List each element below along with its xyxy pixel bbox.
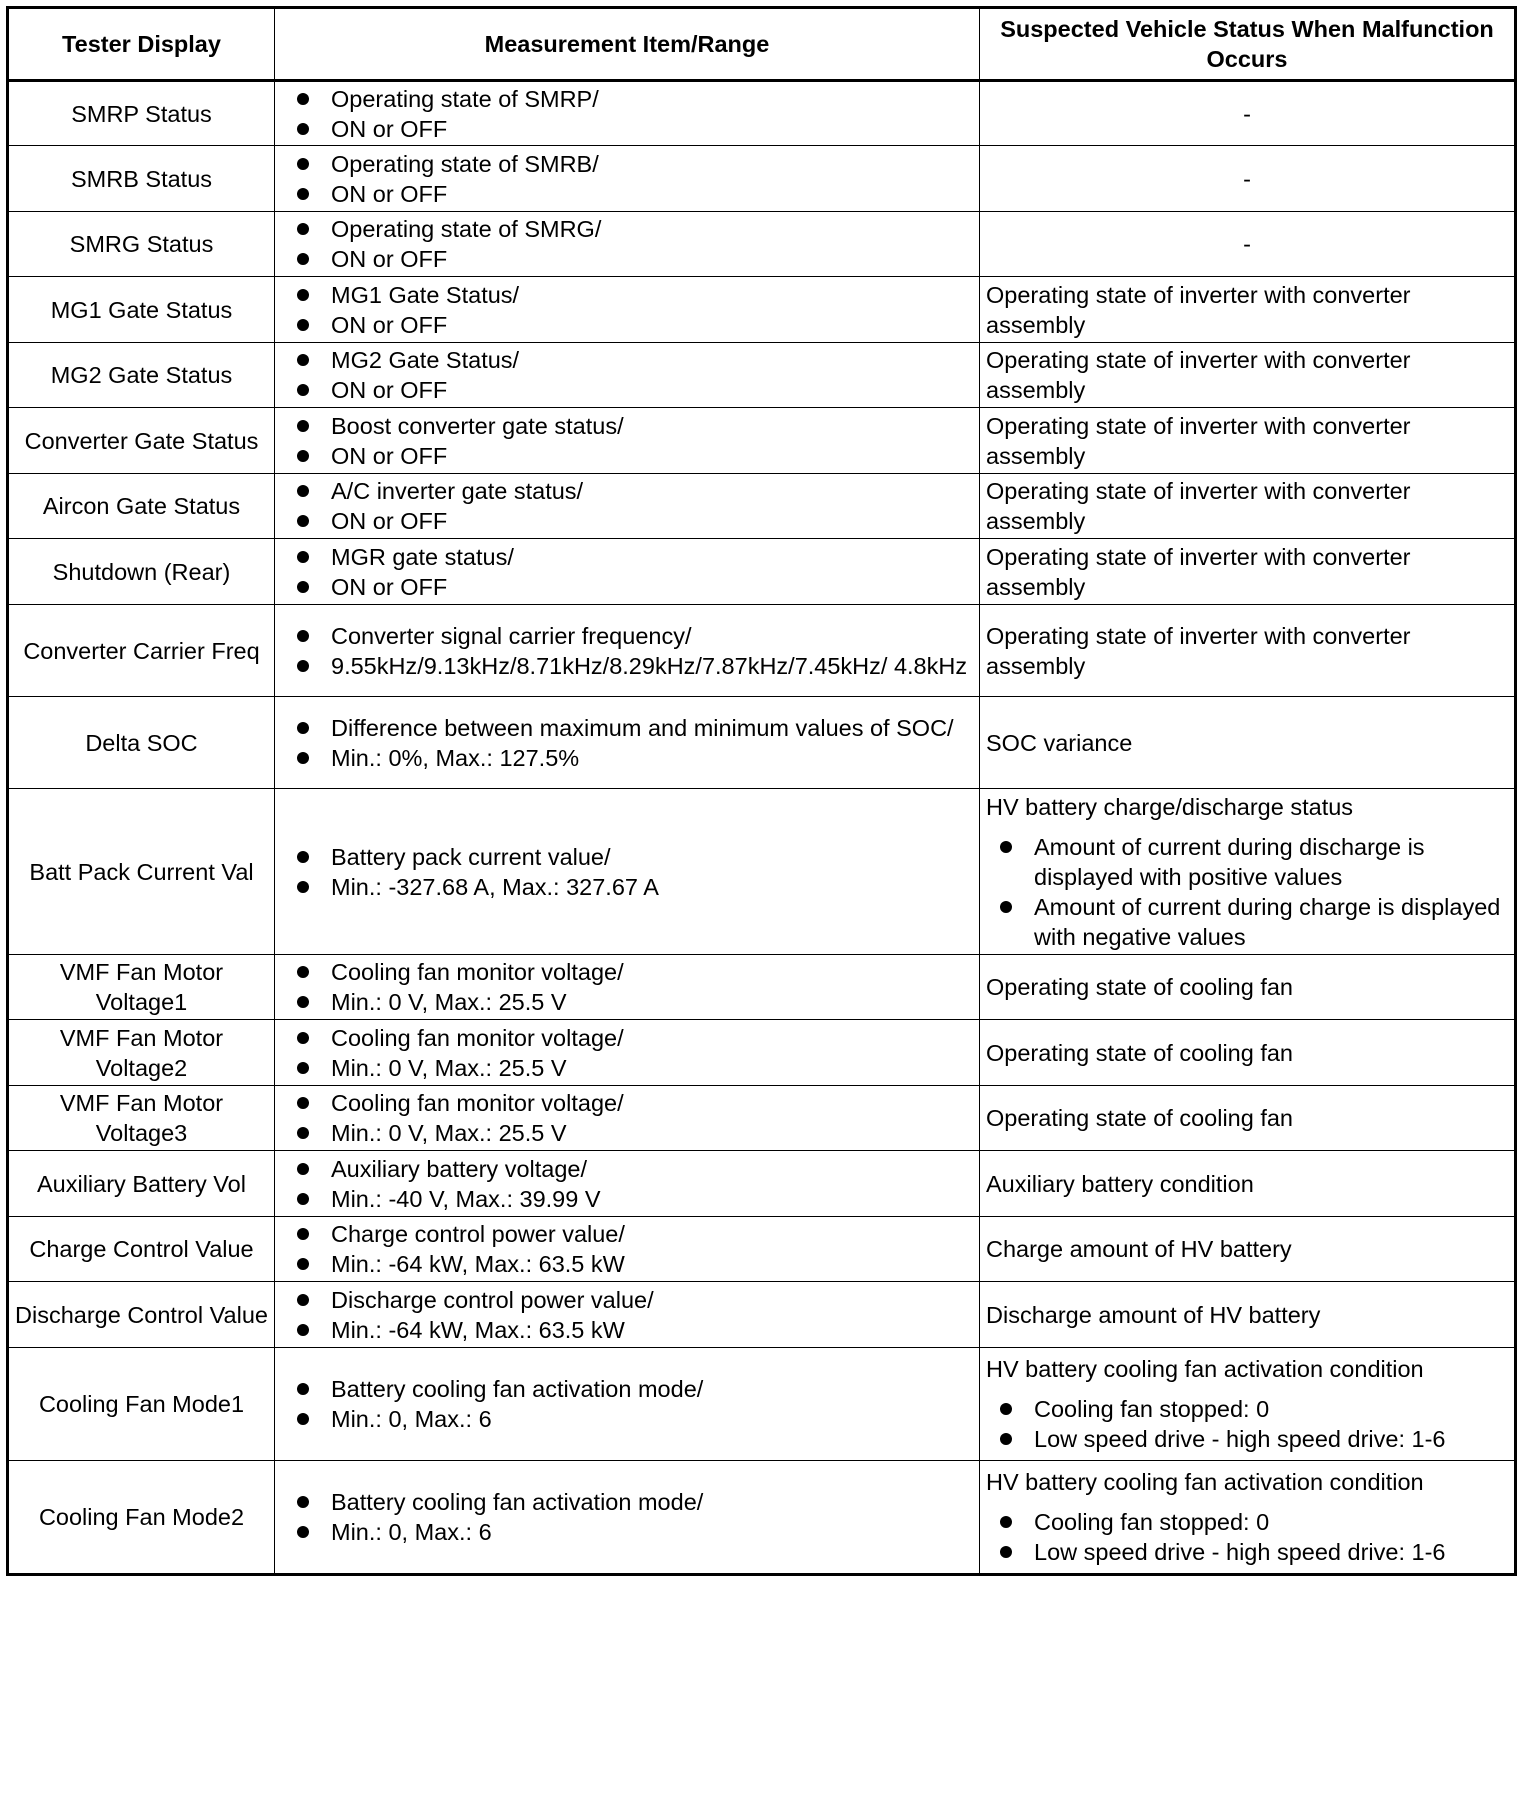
measurement-cell <box>275 605 980 697</box>
suspected-status-cell <box>980 474 1516 539</box>
suspected-status-cell <box>980 1151 1516 1217</box>
measurement-item: Min.: 0, Max.: 6 <box>297 1517 973 1547</box>
table-row <box>8 146 1516 212</box>
table-row <box>8 212 1516 277</box>
measurement-item: ON or OFF <box>297 375 973 405</box>
measurement-cell <box>275 955 980 1020</box>
table-header <box>8 8 1516 81</box>
table-body <box>8 81 1516 1575</box>
measurement-item: Min.: 0 V, Max.: 25.5 V <box>297 987 973 1017</box>
measurement-list <box>297 957 973 1017</box>
status-bullet-item: Cooling fan stopped: 0 <box>1000 1394 1508 1424</box>
status-bullet-item: Cooling fan stopped: 0 <box>1000 1507 1508 1537</box>
measurement-item: Battery pack current value/ <box>297 842 973 872</box>
suspected-status-cell <box>980 539 1516 605</box>
status-bullet-item: Amount of current during discharge is displayed with positive values <box>1000 832 1508 892</box>
tester-display-cell: SMRG Status <box>8 212 275 277</box>
status-text: - <box>1243 231 1251 257</box>
measurement-item: Operating state of SMRP/ <box>297 84 973 114</box>
suspected-status-cell <box>980 1348 1516 1461</box>
measurement-item: Min.: 0, Max.: 6 <box>297 1404 973 1434</box>
status-text: Operating state of cooling fan <box>986 974 1294 1000</box>
measurement-list <box>297 84 973 144</box>
measurement-item: Auxiliary battery voltage/ <box>297 1154 973 1184</box>
tester-display-cell: Auxiliary Battery Vol <box>8 1151 275 1217</box>
status-bullet-list <box>986 1507 1508 1567</box>
measurement-item: Converter signal carrier frequency/ <box>297 621 973 651</box>
suspected-status-cell <box>980 146 1516 212</box>
measurement-list <box>297 842 973 902</box>
tester-display-cell: SMRP Status <box>8 81 275 146</box>
measurement-item: Min.: -64 kW, Max.: 63.5 kW <box>297 1249 973 1279</box>
status-text: Operating state of inverter with converter assembly <box>986 622 1411 679</box>
suspected-status-cell <box>980 1020 1516 1086</box>
measurement-cell <box>275 1217 980 1282</box>
measurement-list <box>297 1088 973 1148</box>
status-text: HV battery cooling fan activation condition <box>986 1356 1424 1382</box>
tester-display-cell: MG2 Gate Status <box>8 343 275 408</box>
suspected-status-cell <box>980 277 1516 343</box>
header-suspected-status: Suspected Vehicle Status When Malfunction Occurs <box>980 8 1516 81</box>
status-text: Operating state of inverter with converter assembly <box>986 478 1411 534</box>
measurement-cell <box>275 146 980 212</box>
status-bullet-item: Low speed drive - high speed drive: 1-6 <box>1000 1537 1508 1567</box>
measurement-cell <box>275 1282 980 1348</box>
tester-display-cell: Charge Control Value <box>8 1217 275 1282</box>
tester-display-cell: VMF Fan Motor Voltage1 <box>8 955 275 1020</box>
table-row <box>8 1086 1516 1151</box>
tester-display-cell: Converter Carrier Freq <box>8 605 275 697</box>
measurement-cell <box>275 474 980 539</box>
measurement-item: Min.: 0 V, Max.: 25.5 V <box>297 1053 973 1083</box>
measurement-item: MG2 Gate Status/ <box>297 345 973 375</box>
tester-display-cell: Cooling Fan Mode2 <box>8 1461 275 1575</box>
table-row <box>8 697 1516 789</box>
status-text: Charge amount of HV battery <box>986 1236 1292 1262</box>
status-text: Operating state of inverter with converter assembly <box>986 347 1411 403</box>
suspected-status-cell <box>980 343 1516 408</box>
measurement-cell <box>275 1461 980 1575</box>
status-text: Operating state of inverter with converter assembly <box>986 543 1411 600</box>
tester-display-cell: VMF Fan Motor Voltage3 <box>8 1086 275 1151</box>
status-bullet-list <box>986 1394 1508 1454</box>
suspected-status-cell <box>980 697 1516 789</box>
suspected-status-cell <box>980 1461 1516 1575</box>
measurement-item: Boost converter gate status/ <box>297 411 973 441</box>
status-bullet-list <box>986 832 1508 952</box>
table-row <box>8 474 1516 539</box>
suspected-status-cell <box>980 789 1516 955</box>
tester-display-cell: Discharge Control Value <box>8 1282 275 1348</box>
table-row <box>8 789 1516 955</box>
status-text: Operating state of inverter with converter assembly <box>986 412 1411 469</box>
tester-display-cell: Converter Gate Status <box>8 408 275 474</box>
table-row <box>8 408 1516 474</box>
measurement-item: 9.55kHz/9.13kHz/8.71kHz/8.29kHz/7.87kHz/7.45kHz/ 4.8kHz <box>297 651 973 681</box>
data-list-table <box>6 6 1517 1576</box>
status-text: Discharge amount of HV battery <box>986 1301 1321 1328</box>
measurement-item: MG1 Gate Status/ <box>297 280 973 310</box>
table-row <box>8 81 1516 146</box>
tester-display-cell: Batt Pack Current Val <box>8 789 275 955</box>
measurement-item: Difference between maximum and minimum values of SOC/ <box>297 713 973 743</box>
measurement-item: Cooling fan monitor voltage/ <box>297 1088 973 1118</box>
suspected-status-cell <box>980 605 1516 697</box>
status-text: Operating state of inverter with converter assembly <box>986 281 1411 338</box>
measurement-cell <box>275 408 980 474</box>
measurement-list <box>297 476 973 536</box>
measurement-item: Cooling fan monitor voltage/ <box>297 957 973 987</box>
tester-display-cell: MG1 Gate Status <box>8 277 275 343</box>
measurement-item: Min.: -64 kW, Max.: 63.5 kW <box>297 1315 973 1345</box>
measurement-item: ON or OFF <box>297 506 973 536</box>
measurement-cell <box>275 81 980 146</box>
measurement-item: ON or OFF <box>297 310 973 340</box>
measurement-list <box>297 1154 973 1214</box>
measurement-item: Min.: 0%, Max.: 127.5% <box>297 743 973 773</box>
measurement-list <box>297 713 973 773</box>
measurement-cell <box>275 277 980 343</box>
measurement-item: Min.: -327.68 A, Max.: 327.67 A <box>297 872 973 902</box>
table-row <box>8 1282 1516 1348</box>
suspected-status-cell <box>980 1217 1516 1282</box>
measurement-cell <box>275 1020 980 1086</box>
status-bullet-item: Amount of current during charge is displayed with negative values <box>1000 892 1508 952</box>
suspected-status-cell <box>980 1282 1516 1348</box>
measurement-list <box>297 1285 973 1345</box>
measurement-cell <box>275 539 980 605</box>
status-text: - <box>1243 100 1251 127</box>
table-row <box>8 277 1516 343</box>
table-row <box>8 605 1516 697</box>
tester-display-cell: SMRB Status <box>8 146 275 212</box>
measurement-cell <box>275 697 980 789</box>
measurement-cell <box>275 343 980 408</box>
measurement-item: Operating state of SMRB/ <box>297 149 973 179</box>
suspected-status-cell <box>980 81 1516 146</box>
status-text: Auxiliary battery condition <box>986 1170 1254 1197</box>
measurement-list <box>297 345 973 405</box>
tester-display-cell: Cooling Fan Mode1 <box>8 1348 275 1461</box>
measurement-item: ON or OFF <box>297 179 973 209</box>
measurement-item: Battery cooling fan activation mode/ <box>297 1374 973 1404</box>
header-measurement-item: Measurement Item/Range <box>275 8 980 81</box>
measurement-list <box>297 1374 973 1434</box>
measurement-item: ON or OFF <box>297 441 973 471</box>
suspected-status-cell <box>980 408 1516 474</box>
status-text: SOC variance <box>986 729 1133 756</box>
header-tester-display: Tester Display <box>8 8 275 81</box>
table-row <box>8 1461 1516 1575</box>
measurement-item: Battery cooling fan activation mode/ <box>297 1487 973 1517</box>
measurement-list <box>297 411 973 471</box>
measurement-cell <box>275 1086 980 1151</box>
status-text: Operating state of cooling fan <box>986 1105 1294 1131</box>
measurement-item: ON or OFF <box>297 572 973 602</box>
measurement-cell <box>275 1348 980 1461</box>
measurement-list <box>297 621 973 681</box>
tester-display-cell: Aircon Gate Status <box>8 474 275 539</box>
measurement-cell <box>275 789 980 955</box>
status-text: HV battery charge/discharge status <box>986 793 1354 820</box>
tester-display-cell: Shutdown (Rear) <box>8 539 275 605</box>
tester-display-cell: Delta SOC <box>8 697 275 789</box>
suspected-status-cell <box>980 955 1516 1020</box>
measurement-item: ON or OFF <box>297 114 973 144</box>
measurement-cell <box>275 1151 980 1217</box>
header-row <box>8 8 1516 81</box>
measurement-item: Min.: -40 V, Max.: 39.99 V <box>297 1184 973 1214</box>
measurement-item: A/C inverter gate status/ <box>297 476 973 506</box>
measurement-item: MGR gate status/ <box>297 542 973 572</box>
measurement-list <box>297 542 973 602</box>
table-row <box>8 1348 1516 1461</box>
table-row <box>8 343 1516 408</box>
measurement-item: Charge control power value/ <box>297 1219 973 1249</box>
measurement-list <box>297 280 973 340</box>
measurement-list <box>297 1219 973 1279</box>
suspected-status-cell <box>980 1086 1516 1151</box>
status-text: HV battery cooling fan activation condition <box>986 1469 1424 1495</box>
suspected-status-cell <box>980 212 1516 277</box>
status-text: Operating state of cooling fan <box>986 1039 1294 1066</box>
measurement-cell <box>275 212 980 277</box>
measurement-list <box>297 1487 973 1547</box>
measurement-list <box>297 149 973 209</box>
measurement-item: Min.: 0 V, Max.: 25.5 V <box>297 1118 973 1148</box>
status-bullet-item: Low speed drive - high speed drive: 1-6 <box>1000 1424 1508 1454</box>
measurement-item: ON or OFF <box>297 244 973 274</box>
table-row <box>8 955 1516 1020</box>
table-row <box>8 539 1516 605</box>
measurement-item: Cooling fan monitor voltage/ <box>297 1023 973 1053</box>
table-row <box>8 1020 1516 1086</box>
measurement-item: Operating state of SMRG/ <box>297 214 973 244</box>
measurement-list <box>297 1023 973 1083</box>
table-row <box>8 1151 1516 1217</box>
table-row <box>8 1217 1516 1282</box>
measurement-item: Discharge control power value/ <box>297 1285 973 1315</box>
status-text: - <box>1243 165 1251 192</box>
tester-display-cell: VMF Fan Motor Voltage2 <box>8 1020 275 1086</box>
measurement-list <box>297 214 973 274</box>
